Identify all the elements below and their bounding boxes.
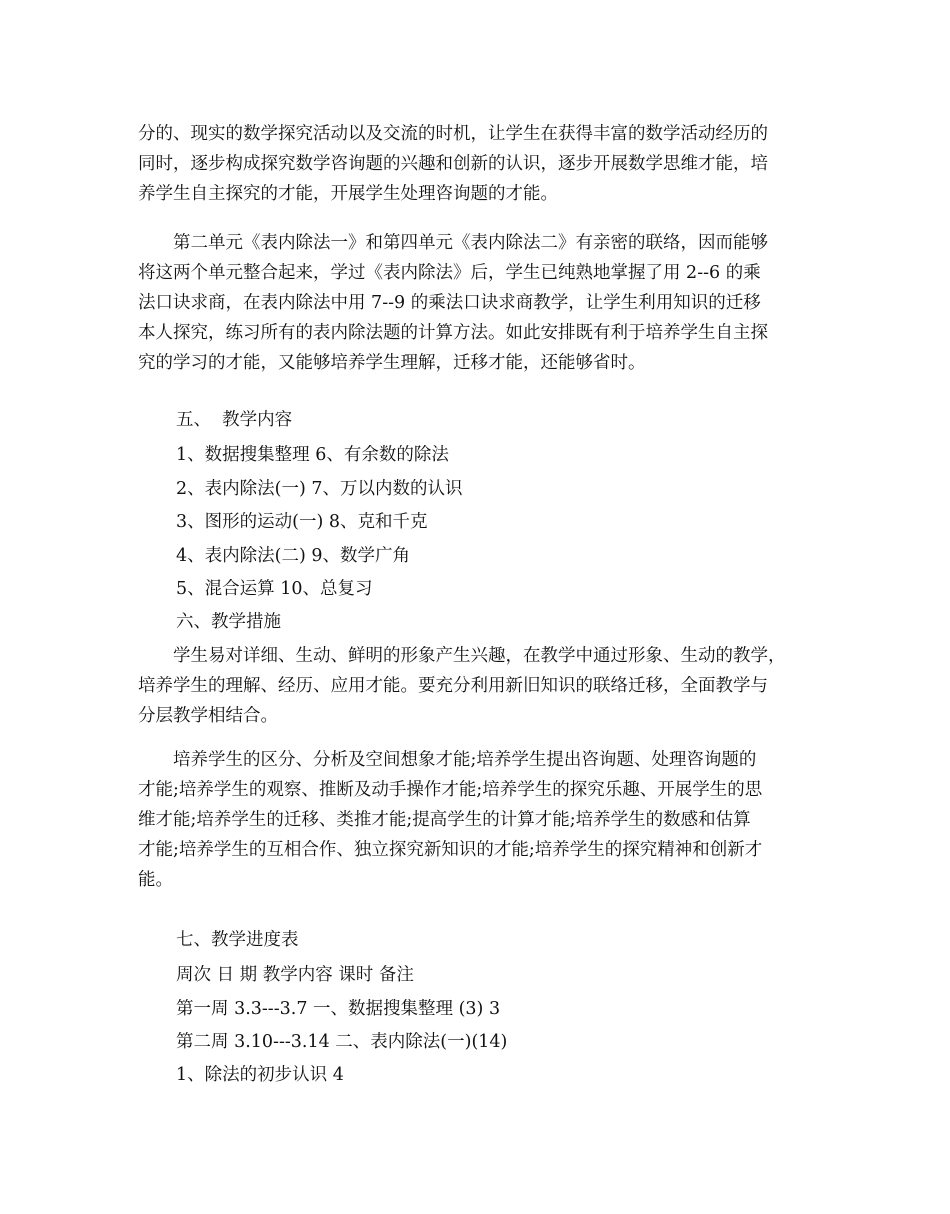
paragraph-abilities [138,745,818,895]
text-line: 究的学习的才能，又能够培养学生理解，迁移才能，还能够省时。 [138,353,646,373]
text-line: 维才能;培养学生的迁移、类推才能;提高学生的计算才能;培养学生的数感和估算 [138,810,751,830]
content-item: 3、图形的运动(一) 8、克和千克 [176,512,428,532]
schedule-row: 第二周 3.10---3.14 二、表内除法(一)(14) [176,1032,508,1052]
text-line: 本人探究，练习所有的表内除法题的计算方法。如此安排既有利于培养学生自主探 [138,323,768,343]
text-line: 同时，逐步构成探究数学咨询题的兴趣和创新的认识，逐步开展数学思维才能，培 [138,154,768,174]
text-line: 法口诀求商，在表内除法中用 7--9 的乘法口诀求商教学，让学生利用知识的迁移 [138,293,761,313]
text-line: 能。 [138,870,173,890]
text-line: 养学生自主探究的才能，开展学生处理咨询题的才能。 [138,184,558,204]
schedule-row: 第一周 3.3---3.7 一、数据搜集整理 (3) 3 [176,999,501,1019]
text-line: 培养学生的理解、经历、应用才能。要充分利用新旧知识的联络迁移，全面教学与 [138,676,768,696]
schedule-header: 周次 日 期 教学内容 课时 备注 [176,965,414,985]
section-heading-teaching-measures: 六、教学措施 [176,612,281,632]
text-line: 培养学生的区分、分析及空间想象才能;培养学生提出咨询题、处理咨询题的 [138,750,757,770]
content-item: 2、表内除法(一) 7、万以内数的认识 [176,479,463,499]
content-item: 1、数据搜集整理 6、有余数的除法 [176,445,449,465]
text-line: 才能;培养学生的观察、推断及动手操作才能;培养学生的探究乐趣、开展学生的思 [138,780,763,800]
text-line: 将这两个单元整合起来，学过《表内除法》后，学生已纯熟地掌握了用 2--6 的乘 [138,263,761,283]
paragraph-intro-continued [138,119,818,209]
text-line: 学生易对详细、生动、鲜明的形象产生兴趣，在教学中通过形象、生动的教学， [138,646,786,666]
section-heading-schedule: 七、教学进度表 [176,930,299,950]
text-line: 分层教学相结合。 [138,706,278,726]
text-line: 分的、现实的数学探究活动以及交流的时机，让学生在获得丰富的数学活动经历的 [138,124,768,144]
section-heading-teaching-content: 五、 教学内容 [176,410,293,430]
schedule-row: 1、除法的初步认识 4 [176,1065,344,1085]
content-item: 4、表内除法(二) 9、数学广角 [176,546,410,566]
content-item: 5、混合运算 10、总复习 [176,579,373,599]
text-line: 才能;培养学生的互相合作、独立探究新知识的才能;培养学生的探究精神和创新才 [138,840,763,860]
paragraph-measures [138,641,818,731]
paragraph-unit-integration [138,228,818,378]
text-line: 第二单元《表内除法一》和第四单元《表内除法二》有亲密的联络，因而能够 [138,233,768,253]
